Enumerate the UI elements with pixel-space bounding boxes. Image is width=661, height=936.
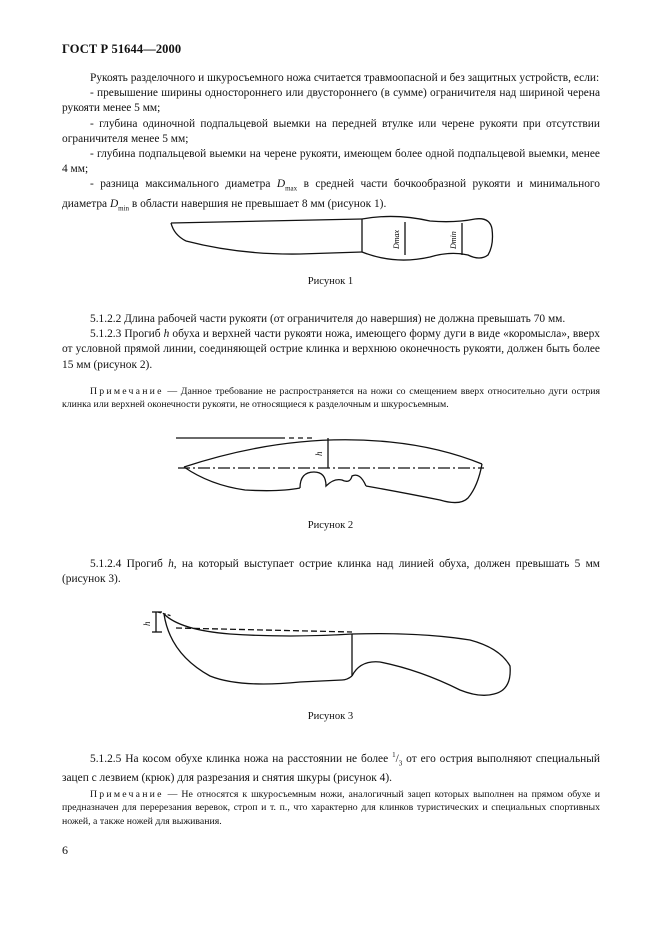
section-block	[62, 748, 600, 786]
list-item: - глубина одиночной подпальцевой выемки на передней втулке или черене рукояти при отсутствии ограничителя менее 5 мм;	[62, 117, 600, 145]
h-label: h	[314, 451, 324, 456]
figure-1-caption: Рисунок 1	[307, 276, 354, 287]
figure-2-caption: Рисунок 2	[307, 520, 354, 531]
fraction-numerator: 1	[392, 751, 396, 759]
dmin-symbol	[110, 198, 118, 210]
section-5-1-2-4	[62, 557, 600, 587]
figure-3-caption: Рисунок 3	[307, 711, 354, 722]
section-5-1-2-5	[62, 748, 600, 786]
note-1	[62, 385, 600, 412]
section-block	[62, 557, 600, 587]
section-text: , на который выступает острие клинка над линией обуха, должен превышать 5 мм (рисунок 3).	[62, 558, 601, 586]
section-text: 5.1.2.5 На косом обухе клинка ножа на расстоянии не более	[90, 752, 393, 765]
dmax-symbol	[277, 178, 285, 190]
note-label: Примечание	[90, 386, 164, 397]
note-2	[62, 788, 600, 828]
dmin-subscript: min	[118, 204, 130, 213]
section-text: 5.1.2.3 Прогиб	[90, 328, 164, 341]
section-text: от его острия выполняют специальный зацеп с лезвием (крюк) для разрезания и снятия шкуры (рисунок 4).	[62, 752, 601, 785]
note-text: — Не относятся к шкуросъемным ножи, аналогичный зацеп которых выполнен на прямом обухе и предназначен для перерезания веревок, строп и т. п., что характерно для клинков туристических и специальных спортивных ножей, а также ножей для выживания.	[62, 789, 600, 827]
note-label: Примечание	[90, 789, 164, 800]
dmax-subscript: max	[285, 184, 298, 193]
intro-paragraph: Рукоять разделочного и шкуросъемного ножа считается травмоопасной и без защитных устройств, если:	[90, 72, 600, 84]
list-item: - превышение ширины одностороннего или двустороннего (в сумме) ограничителя над шириной черена рукояти менее 5 мм;	[62, 87, 600, 115]
dmin-letter: D	[109, 197, 119, 210]
dmin-label: Dmin	[449, 231, 458, 249]
page-number: 6	[62, 843, 68, 857]
section-text: 5.1.2.4 Прогиб	[90, 558, 169, 570]
dmax-label: Dmax	[392, 229, 401, 249]
list-item-text: в области навершия не превышает 8 мм (рисунок 1).	[129, 197, 387, 210]
list-item-text: - разница максимального диаметра	[90, 178, 277, 191]
h-label: h	[142, 621, 152, 626]
note-text: — Данное требование не распространяется на ножи со смещением вверх относительно дуги острия клинка или верхней оконечности рукояти, не относящиеся к разделочным и шкуросъемным.	[62, 386, 600, 411]
figure-2-knife	[0, 430, 661, 520]
fraction-denominator: 3	[398, 759, 403, 768]
figure-1-knife	[0, 215, 661, 285]
fraction: $^1/_3$	[392, 751, 403, 768]
intro-block	[62, 71, 600, 216]
document-header: ГОСТ Р 51644—2000	[62, 42, 182, 56]
list-item: - глубина подпальцевой выемки на черене рукояти, имеющем более одной подпальцевой выемки, менее 4 мм;	[62, 148, 600, 176]
section-5-1-2-2: 5.1.2.2 Длина рабочей части рукояти (от ограничителя до навершия) не должна превышать 70 мм.	[90, 313, 566, 325]
dmax-letter: D	[276, 178, 286, 191]
section-text: обуха и верхней части рукояти ножа, имеющего форму дуги в виде «коромысла», вверх от условной прямой линии, соединяющей острие клинка и верхнюю оконечность рукояти, должен быть более 15 мм (рисунок 2).	[62, 328, 600, 371]
list-item-text: в средней части бочкообразной рукояти и минимального диаметра	[62, 178, 601, 210]
section-block	[62, 312, 600, 373]
figure-3-knife	[0, 604, 661, 714]
section-5-1-2-3	[62, 327, 600, 373]
h-symbol: h	[168, 558, 174, 570]
h-symbol: h	[163, 328, 170, 341]
list-item	[62, 177, 600, 216]
